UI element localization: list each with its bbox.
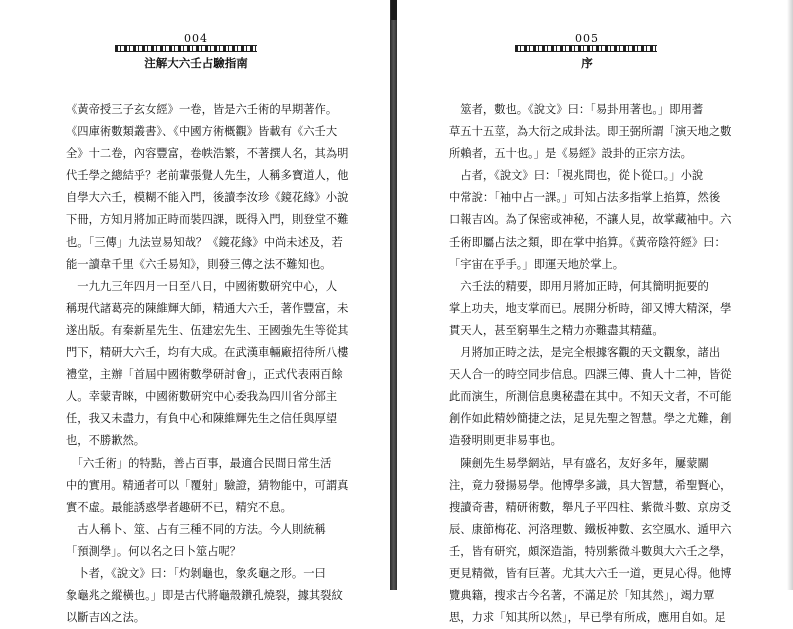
text-line: 下冊，方知月將加正時而裝四課，既得入門，則登堂不難 [66,213,349,227]
text-line: 「六壬術」的特點，善占百事，最適合民間日常生活 [66,456,332,470]
text-line: 更見精微，皆有巨著。尤其大六壬一道，更見心得。他博 [449,566,732,580]
text-line: 禮堂，主辦「首屆中國術數學研討會」，正式代表兩百餘 [66,368,343,382]
text-line: 「預測學」。何以名之曰卜筮占呢？ [66,544,242,558]
text-line: 門下，精研大六壬，均有大成。在武漢車輛廠招待所八樓 [66,346,349,360]
text-line: 月將加正時之法，是完全根據客觀的天文觀象，諸出 [449,346,721,360]
running-title: 注解大六壬占驗指南 [144,56,248,70]
text-line: 卜者，《說文》曰：「灼剝龜也，象炙龜之形。一曰 [66,566,326,580]
body-text [449,99,731,629]
text-line: 所賴者，五十也。」是《易經》設卦的正宗方法。 [449,147,692,161]
text-line: 「宇宙在乎手。」即運天地於掌上。 [449,257,625,271]
text-line: 代壬學之總結乎？老前輩張覺人先生，人稱多寶道人，他 [66,169,349,183]
text-line: 貫天人，甚至窮畢生之精力亦難盡其精蘊。 [449,323,664,337]
text-line: 實不虛。最能誘惑學者趣研不已，精究不息。 [66,500,292,514]
body-text [66,99,348,629]
page-number: 005 [575,32,599,45]
text-line: 人。幸蒙青睞，中國術數研究中心委我為四川省分部主 [66,390,338,404]
text-line: 此而演生，所測信息奧秘盡在其中。不知天文者，不可能 [449,390,732,404]
text-line: 創作如此精妙簡捷之法，足見先聖之智慧。學之尤難，創 [449,412,732,426]
text-line: 造發明則更非易事也。 [449,434,562,448]
text-line: 天人合一的時空同步信息。四課三傳、貴人十二神，皆從 [449,368,732,382]
text-line: 六壬法的精要，即用月將加正時，何其簡明扼要的 [449,279,709,293]
text-line: 壬術即屬占法之類，即在掌中掐算。《黃帝陰符經》曰： [449,235,726,249]
page-number: 004 [184,32,208,45]
header-ornament [515,45,657,52]
text-line: 草五十五莖，為大衍之成卦法。即王弼所謂「演天地之數 [449,125,732,139]
page-edge [787,0,793,590]
text-line: 壬，皆有研究，頗深造詣，特別紫微斗數與大六壬之學， [449,544,732,558]
text-line: 搜讀奇書，精研術數，舉凡子平四柱、紫微斗數、京房爻 [449,500,732,514]
text-line: 陳劍先生易學網站，早有盛名，友好多年，屢蒙關 [449,456,709,470]
text-line: 也。「三傳」九法豈易知哉？《鏡花緣》中尚未述及，若 [66,235,343,249]
text-line: 注，竟力發揚易學。他博學多識，具大智慧，希聖賢心， [449,478,732,492]
text-line: 象龜兆之縱橫也。」即是古代將龜殼鑽孔燒裂，據其裂紋 [66,589,343,603]
text-line: 能一讀韋千里《六壬易知》，則發三傳之法不難知也。 [66,257,332,271]
text-line: 思，力求「知其所以然」，早已學有所成，應用自如。足 [449,611,726,625]
text-line: 以斷吉凶之法。 [66,611,146,625]
text-line: 古人稱卜、筮、占有三種不同的方法。今人則統稱 [66,522,326,536]
text-line: 全》十二卷，內容豐富，卷帙浩繁，不著撰人名，其為明 [66,147,349,161]
text-line: 中常說：「袖中占一課。」可知占法多指掌上掐算，然後 [449,191,721,205]
left-page [0,0,392,625]
text-line: 一九九三年四月一日至八日，中國術數研究中心，人 [66,279,338,293]
text-line: 任，我又未盡力，有負中心和陳維輝先生之信任與厚望 [66,412,338,426]
text-line: 稱現代諸葛亮的陳維輝大師，精通大六壬，著作豐富，未 [66,301,349,315]
text-line: 筮者，數也。《說文》曰：「易卦用著也。」即用蓍 [449,103,704,116]
text-line: 占者，《說文》曰：「視兆問也，從卜從口。」小說 [449,169,704,183]
text-line: 口報吉凶。為了保密或神秘，不讓人見，故掌藏袖中。六 [449,213,732,227]
text-line: 自學大六壬，模糊不能入門，後讀李汝珍《鏡花緣》小說 [66,191,349,205]
text-line: 辰、康節梅花、河洛理數、鐵板神數、玄空風水、遁甲六 [449,522,732,536]
text-line: 中的實用。精通者可以「覆射」驗證，猜物能中，可謂真 [66,478,349,492]
text-line: 《四庫術數類叢書》、《中國方術概觀》皆載有《六壬大 [66,125,338,139]
text-line: 《黃帝授三子玄女經》一卷，皆是六壬術的早期著作。 [66,103,338,116]
right-page [397,0,793,625]
running-title: 序 [581,56,593,70]
text-line: 也，不勝歉然。 [66,434,146,448]
text-line: 掌上功夫，地支掌而已。展開分析時，卻又博大精深，學 [449,301,732,315]
header-ornament [115,45,257,52]
text-line: 覽典籍，搜求古今名著，不滿足於「知其然」，竭力覃 [449,589,715,603]
text-line: 遂出版。有秦新星先生、伍建宏先生、王國強先生等從其 [66,323,349,337]
